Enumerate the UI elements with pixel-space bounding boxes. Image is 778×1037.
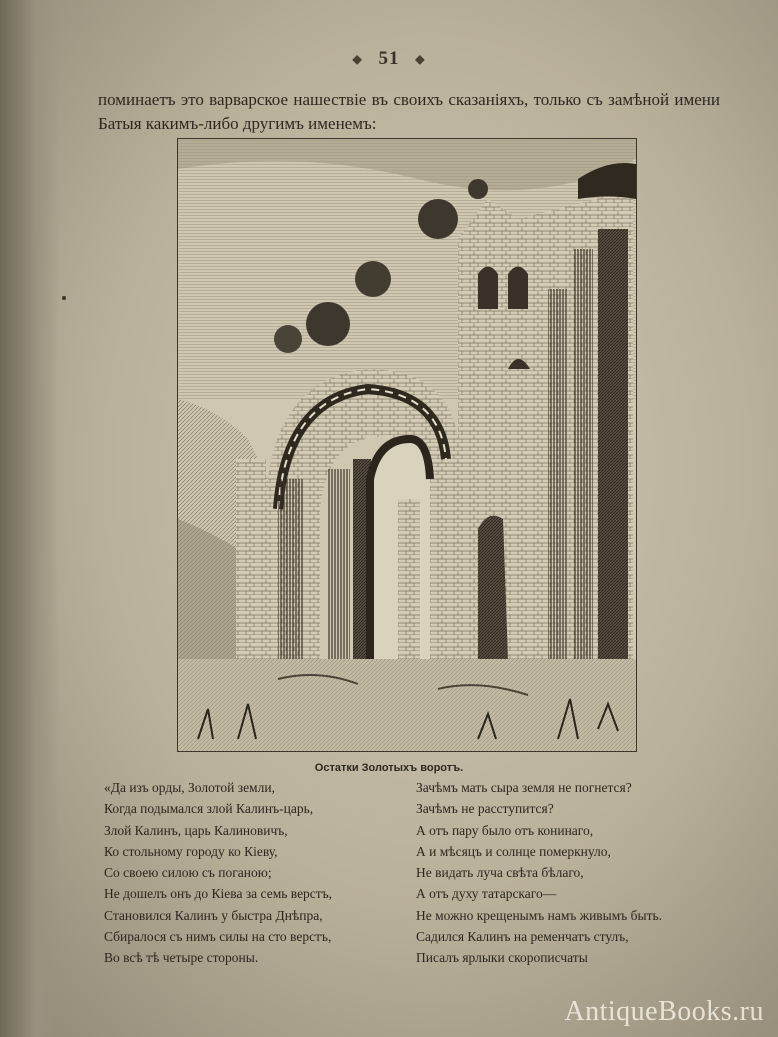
- verse-line: Не можно крещенымъ намъ живымъ быть.: [416, 907, 663, 923]
- verse-line: Не видать луча свѣта бѣлаго,: [416, 865, 584, 881]
- verse-line: Садился Калинъ на ременчатъ стулъ,: [416, 929, 629, 945]
- verse-column-left: [104, 777, 332, 969]
- verse-line: «Да изъ орды, Золотой земли,: [104, 780, 275, 795]
- engraving-illustration: [177, 138, 637, 752]
- ruins-engraving-image: [178, 139, 636, 751]
- verse-line: Зачѣмъ не расступится?: [416, 801, 554, 817]
- verse-line: Зачѣмъ мать сыра земля не погнется?: [416, 780, 632, 795]
- verse-line: Становился Калинъ у быстра Днѣпра,: [104, 907, 323, 923]
- verse-line: Писалъ ярлыки скорописчаты: [416, 950, 588, 966]
- figure-caption: Остатки Золотыхъ воротъ.: [314, 762, 464, 774]
- ornament-left-icon: ◆: [352, 52, 363, 67]
- page-number: 51: [378, 48, 400, 69]
- watermark: AntiqueBooks.ru: [564, 996, 764, 1027]
- page-header: [0, 48, 778, 70]
- verse-line: Во всѣ тѣ четыре стороны.: [104, 950, 259, 966]
- ornament-right-icon: ◆: [415, 52, 426, 67]
- verse-line: Со своею силою съ поганою;: [104, 865, 272, 881]
- page-edge: [0, 0, 60, 1037]
- margin-mark: [62, 296, 66, 300]
- verse-line: Когда подымался злой Калинъ-царь,: [104, 801, 314, 817]
- verse-line: Ко стольному городу ко Кіеву,: [104, 843, 278, 859]
- intro-paragraph: поминаетъ это варварское нашествіе въ своихъ сказаніяхъ, только съ замѣной имени Батыя какимъ-либо другимъ именемъ:: [98, 90, 720, 133]
- verse-line: А отъ духу татарскаго—: [416, 886, 557, 902]
- verse-column-right: [416, 777, 662, 969]
- verse-line: Злой Калинъ, царь Калиновичъ,: [104, 822, 288, 838]
- verse-line: А и мѣсяцъ и солнце померкнуло,: [416, 843, 611, 859]
- verse-line: Не дошелъ онъ до Кіева за семь верстъ,: [104, 886, 333, 902]
- verse-line: А отъ пару было отъ конинаго,: [416, 822, 594, 838]
- verse-line: Сбиралося съ нимъ силы на сто верстъ,: [104, 929, 332, 945]
